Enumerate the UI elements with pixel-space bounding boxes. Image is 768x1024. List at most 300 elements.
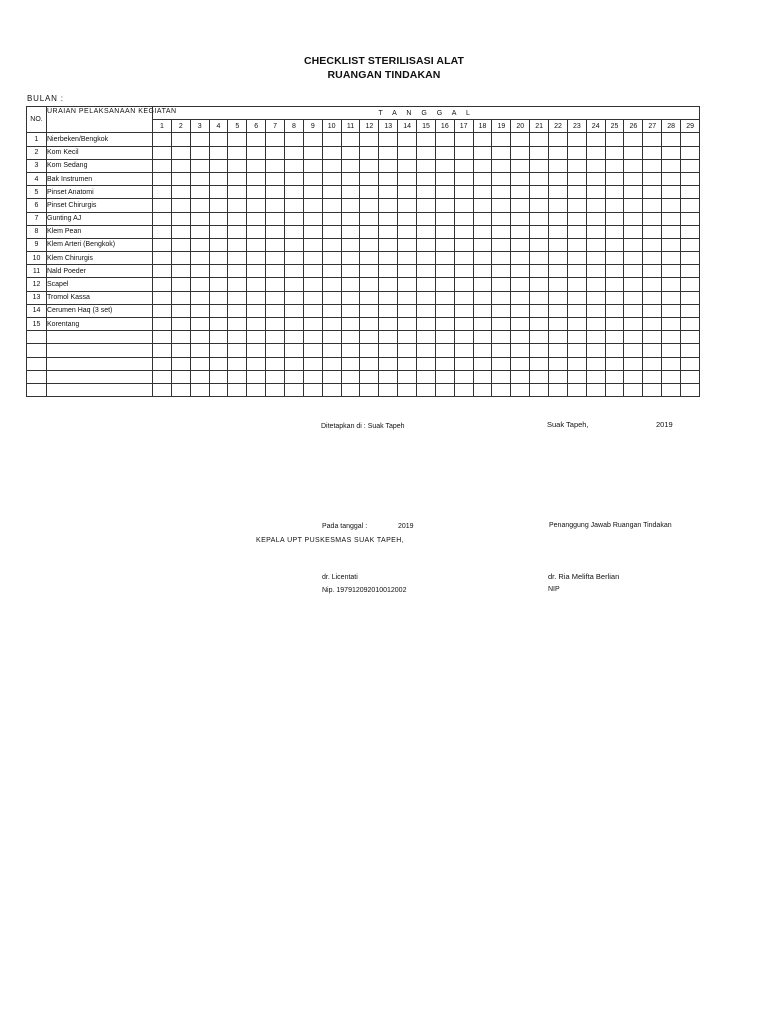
checkbox-cell[interactable] <box>360 225 379 238</box>
checkbox-cell[interactable] <box>586 225 605 238</box>
checkbox-cell[interactable] <box>454 383 473 396</box>
checkbox-cell[interactable] <box>190 225 209 238</box>
checkbox-cell[interactable] <box>247 252 266 265</box>
checkbox-cell[interactable] <box>341 172 360 185</box>
checkbox-cell[interactable] <box>492 331 511 344</box>
checkbox-cell[interactable] <box>511 357 530 370</box>
checkbox-cell[interactable] <box>247 172 266 185</box>
checkbox-cell[interactable] <box>681 357 700 370</box>
checkbox-cell[interactable] <box>549 265 568 278</box>
checkbox-cell[interactable] <box>567 146 586 159</box>
checkbox-cell[interactable] <box>624 278 643 291</box>
checkbox-cell[interactable] <box>473 291 492 304</box>
checkbox-cell[interactable] <box>662 172 681 185</box>
checkbox-cell[interactable] <box>586 344 605 357</box>
checkbox-cell[interactable] <box>435 318 454 331</box>
checkbox-cell[interactable] <box>190 291 209 304</box>
checkbox-cell[interactable] <box>511 291 530 304</box>
checkbox-cell[interactable] <box>511 212 530 225</box>
checkbox-cell[interactable] <box>153 291 172 304</box>
checkbox-cell[interactable] <box>435 159 454 172</box>
checkbox-cell[interactable] <box>492 199 511 212</box>
checkbox-cell[interactable] <box>454 252 473 265</box>
checkbox-cell[interactable] <box>171 265 190 278</box>
checkbox-cell[interactable] <box>643 238 662 251</box>
checkbox-cell[interactable] <box>247 304 266 317</box>
checkbox-cell[interactable] <box>530 318 549 331</box>
checkbox-cell[interactable] <box>586 252 605 265</box>
checkbox-cell[interactable] <box>341 370 360 383</box>
checkbox-cell[interactable] <box>171 357 190 370</box>
checkbox-cell[interactable] <box>247 225 266 238</box>
checkbox-cell[interactable] <box>247 159 266 172</box>
checkbox-cell[interactable] <box>209 291 228 304</box>
checkbox-cell[interactable] <box>209 265 228 278</box>
checkbox-cell[interactable] <box>492 186 511 199</box>
checkbox-cell[interactable] <box>190 357 209 370</box>
checkbox-cell[interactable] <box>171 318 190 331</box>
checkbox-cell[interactable] <box>454 278 473 291</box>
checkbox-cell[interactable] <box>605 291 624 304</box>
checkbox-cell[interactable] <box>398 199 417 212</box>
checkbox-cell[interactable] <box>266 331 285 344</box>
checkbox-cell[interactable] <box>398 318 417 331</box>
checkbox-cell[interactable] <box>643 304 662 317</box>
checkbox-cell[interactable] <box>435 291 454 304</box>
checkbox-cell[interactable] <box>586 304 605 317</box>
checkbox-cell[interactable] <box>567 172 586 185</box>
checkbox-cell[interactable] <box>266 383 285 396</box>
checkbox-cell[interactable] <box>473 159 492 172</box>
checkbox-cell[interactable] <box>190 199 209 212</box>
checkbox-cell[interactable] <box>303 344 322 357</box>
checkbox-cell[interactable] <box>398 357 417 370</box>
checkbox-cell[interactable] <box>285 172 304 185</box>
checkbox-cell[interactable] <box>530 252 549 265</box>
checkbox-cell[interactable] <box>153 225 172 238</box>
checkbox-cell[interactable] <box>643 212 662 225</box>
checkbox-cell[interactable] <box>190 133 209 146</box>
checkbox-cell[interactable] <box>153 331 172 344</box>
checkbox-cell[interactable] <box>681 159 700 172</box>
checkbox-cell[interactable] <box>398 291 417 304</box>
checkbox-cell[interactable] <box>417 318 436 331</box>
checkbox-cell[interactable] <box>285 265 304 278</box>
checkbox-cell[interactable] <box>530 199 549 212</box>
checkbox-cell[interactable] <box>379 318 398 331</box>
checkbox-cell[interactable] <box>681 199 700 212</box>
checkbox-cell[interactable] <box>417 291 436 304</box>
checkbox-cell[interactable] <box>435 331 454 344</box>
checkbox-cell[interactable] <box>454 331 473 344</box>
checkbox-cell[interactable] <box>285 331 304 344</box>
checkbox-cell[interactable] <box>511 318 530 331</box>
checkbox-cell[interactable] <box>473 344 492 357</box>
checkbox-cell[interactable] <box>511 344 530 357</box>
checkbox-cell[interactable] <box>435 357 454 370</box>
checkbox-cell[interactable] <box>605 357 624 370</box>
checkbox-cell[interactable] <box>379 225 398 238</box>
checkbox-cell[interactable] <box>662 186 681 199</box>
checkbox-cell[interactable] <box>586 278 605 291</box>
checkbox-cell[interactable] <box>153 159 172 172</box>
checkbox-cell[interactable] <box>530 304 549 317</box>
checkbox-cell[interactable] <box>681 383 700 396</box>
checkbox-cell[interactable] <box>228 357 247 370</box>
checkbox-cell[interactable] <box>567 370 586 383</box>
checkbox-cell[interactable] <box>681 304 700 317</box>
checkbox-cell[interactable] <box>398 159 417 172</box>
checkbox-cell[interactable] <box>643 370 662 383</box>
checkbox-cell[interactable] <box>228 278 247 291</box>
checkbox-cell[interactable] <box>285 186 304 199</box>
checkbox-cell[interactable] <box>454 304 473 317</box>
checkbox-cell[interactable] <box>303 199 322 212</box>
checkbox-cell[interactable] <box>549 318 568 331</box>
checkbox-cell[interactable] <box>285 199 304 212</box>
checkbox-cell[interactable] <box>511 278 530 291</box>
checkbox-cell[interactable] <box>266 278 285 291</box>
checkbox-cell[interactable] <box>360 331 379 344</box>
checkbox-cell[interactable] <box>228 199 247 212</box>
checkbox-cell[interactable] <box>285 383 304 396</box>
checkbox-cell[interactable] <box>398 278 417 291</box>
checkbox-cell[interactable] <box>454 238 473 251</box>
checkbox-cell[interactable] <box>228 212 247 225</box>
checkbox-cell[interactable] <box>492 225 511 238</box>
checkbox-cell[interactable] <box>586 265 605 278</box>
checkbox-cell[interactable] <box>322 225 341 238</box>
checkbox-cell[interactable] <box>209 186 228 199</box>
checkbox-cell[interactable] <box>209 146 228 159</box>
checkbox-cell[interactable] <box>492 318 511 331</box>
checkbox-cell[interactable] <box>247 383 266 396</box>
checkbox-cell[interactable] <box>228 133 247 146</box>
checkbox-cell[interactable] <box>549 291 568 304</box>
checkbox-cell[interactable] <box>605 146 624 159</box>
checkbox-cell[interactable] <box>341 133 360 146</box>
checkbox-cell[interactable] <box>398 331 417 344</box>
checkbox-cell[interactable] <box>624 370 643 383</box>
checkbox-cell[interactable] <box>473 331 492 344</box>
checkbox-cell[interactable] <box>435 238 454 251</box>
checkbox-cell[interactable] <box>209 370 228 383</box>
checkbox-cell[interactable] <box>171 186 190 199</box>
checkbox-cell[interactable] <box>322 252 341 265</box>
checkbox-cell[interactable] <box>549 383 568 396</box>
checkbox-cell[interactable] <box>360 172 379 185</box>
checkbox-cell[interactable] <box>530 225 549 238</box>
checkbox-cell[interactable] <box>681 331 700 344</box>
checkbox-cell[interactable] <box>681 278 700 291</box>
checkbox-cell[interactable] <box>247 331 266 344</box>
checkbox-cell[interactable] <box>454 318 473 331</box>
checkbox-cell[interactable] <box>549 186 568 199</box>
checkbox-cell[interactable] <box>492 238 511 251</box>
checkbox-cell[interactable] <box>473 133 492 146</box>
checkbox-cell[interactable] <box>171 172 190 185</box>
checkbox-cell[interactable] <box>285 146 304 159</box>
checkbox-cell[interactable] <box>662 278 681 291</box>
checkbox-cell[interactable] <box>360 304 379 317</box>
checkbox-cell[interactable] <box>398 146 417 159</box>
checkbox-cell[interactable] <box>586 291 605 304</box>
checkbox-cell[interactable] <box>285 238 304 251</box>
checkbox-cell[interactable] <box>567 225 586 238</box>
checkbox-cell[interactable] <box>435 133 454 146</box>
checkbox-cell[interactable] <box>662 265 681 278</box>
checkbox-cell[interactable] <box>379 370 398 383</box>
checkbox-cell[interactable] <box>341 344 360 357</box>
checkbox-cell[interactable] <box>209 344 228 357</box>
checkbox-cell[interactable] <box>530 212 549 225</box>
checkbox-cell[interactable] <box>511 383 530 396</box>
checkbox-cell[interactable] <box>662 291 681 304</box>
checkbox-cell[interactable] <box>473 199 492 212</box>
checkbox-cell[interactable] <box>473 212 492 225</box>
checkbox-cell[interactable] <box>473 278 492 291</box>
checkbox-cell[interactable] <box>435 265 454 278</box>
checkbox-cell[interactable] <box>586 186 605 199</box>
checkbox-cell[interactable] <box>266 159 285 172</box>
checkbox-cell[interactable] <box>549 172 568 185</box>
checkbox-cell[interactable] <box>303 172 322 185</box>
checkbox-cell[interactable] <box>567 133 586 146</box>
checkbox-cell[interactable] <box>360 252 379 265</box>
checkbox-cell[interactable] <box>417 357 436 370</box>
checkbox-cell[interactable] <box>360 238 379 251</box>
checkbox-cell[interactable] <box>322 146 341 159</box>
checkbox-cell[interactable] <box>454 225 473 238</box>
checkbox-cell[interactable] <box>266 318 285 331</box>
checkbox-cell[interactable] <box>605 212 624 225</box>
checkbox-cell[interactable] <box>454 172 473 185</box>
checkbox-cell[interactable] <box>153 252 172 265</box>
checkbox-cell[interactable] <box>285 344 304 357</box>
checkbox-cell[interactable] <box>341 212 360 225</box>
checkbox-cell[interactable] <box>190 186 209 199</box>
checkbox-cell[interactable] <box>379 357 398 370</box>
checkbox-cell[interactable] <box>171 225 190 238</box>
checkbox-cell[interactable] <box>379 278 398 291</box>
checkbox-cell[interactable] <box>417 186 436 199</box>
checkbox-cell[interactable] <box>322 133 341 146</box>
checkbox-cell[interactable] <box>322 291 341 304</box>
checkbox-cell[interactable] <box>153 133 172 146</box>
checkbox-cell[interactable] <box>247 278 266 291</box>
checkbox-cell[interactable] <box>398 238 417 251</box>
checkbox-cell[interactable] <box>266 304 285 317</box>
checkbox-cell[interactable] <box>303 159 322 172</box>
checkbox-cell[interactable] <box>662 344 681 357</box>
checkbox-cell[interactable] <box>341 159 360 172</box>
checkbox-cell[interactable] <box>266 199 285 212</box>
checkbox-cell[interactable] <box>322 331 341 344</box>
checkbox-cell[interactable] <box>662 318 681 331</box>
checkbox-cell[interactable] <box>303 146 322 159</box>
checkbox-cell[interactable] <box>492 133 511 146</box>
checkbox-cell[interactable] <box>247 212 266 225</box>
checkbox-cell[interactable] <box>341 331 360 344</box>
checkbox-cell[interactable] <box>473 172 492 185</box>
checkbox-cell[interactable] <box>530 238 549 251</box>
checkbox-cell[interactable] <box>473 318 492 331</box>
checkbox-cell[interactable] <box>530 133 549 146</box>
checkbox-cell[interactable] <box>511 172 530 185</box>
checkbox-cell[interactable] <box>586 133 605 146</box>
checkbox-cell[interactable] <box>153 265 172 278</box>
checkbox-cell[interactable] <box>303 278 322 291</box>
checkbox-cell[interactable] <box>266 225 285 238</box>
checkbox-cell[interactable] <box>530 265 549 278</box>
checkbox-cell[interactable] <box>171 291 190 304</box>
checkbox-cell[interactable] <box>605 278 624 291</box>
checkbox-cell[interactable] <box>228 304 247 317</box>
checkbox-cell[interactable] <box>303 265 322 278</box>
checkbox-cell[interactable] <box>586 318 605 331</box>
checkbox-cell[interactable] <box>549 252 568 265</box>
checkbox-cell[interactable] <box>228 331 247 344</box>
checkbox-cell[interactable] <box>605 370 624 383</box>
checkbox-cell[interactable] <box>643 331 662 344</box>
checkbox-cell[interactable] <box>511 265 530 278</box>
checkbox-cell[interactable] <box>567 278 586 291</box>
checkbox-cell[interactable] <box>209 252 228 265</box>
checkbox-cell[interactable] <box>492 172 511 185</box>
checkbox-cell[interactable] <box>681 133 700 146</box>
checkbox-cell[interactable] <box>624 146 643 159</box>
checkbox-cell[interactable] <box>681 344 700 357</box>
checkbox-cell[interactable] <box>567 265 586 278</box>
checkbox-cell[interactable] <box>643 199 662 212</box>
checkbox-cell[interactable] <box>417 331 436 344</box>
checkbox-cell[interactable] <box>473 304 492 317</box>
checkbox-cell[interactable] <box>171 199 190 212</box>
checkbox-cell[interactable] <box>492 357 511 370</box>
checkbox-cell[interactable] <box>266 172 285 185</box>
checkbox-cell[interactable] <box>398 383 417 396</box>
checkbox-cell[interactable] <box>549 212 568 225</box>
checkbox-cell[interactable] <box>643 159 662 172</box>
checkbox-cell[interactable] <box>605 186 624 199</box>
checkbox-cell[interactable] <box>266 370 285 383</box>
checkbox-cell[interactable] <box>303 186 322 199</box>
checkbox-cell[interactable] <box>454 212 473 225</box>
checkbox-cell[interactable] <box>153 370 172 383</box>
checkbox-cell[interactable] <box>153 344 172 357</box>
checkbox-cell[interactable] <box>398 186 417 199</box>
checkbox-cell[interactable] <box>285 225 304 238</box>
checkbox-cell[interactable] <box>549 238 568 251</box>
checkbox-cell[interactable] <box>209 172 228 185</box>
checkbox-cell[interactable] <box>492 291 511 304</box>
checkbox-cell[interactable] <box>285 291 304 304</box>
checkbox-cell[interactable] <box>549 357 568 370</box>
checkbox-cell[interactable] <box>228 186 247 199</box>
checkbox-cell[interactable] <box>586 238 605 251</box>
checkbox-cell[interactable] <box>492 370 511 383</box>
checkbox-cell[interactable] <box>492 159 511 172</box>
checkbox-cell[interactable] <box>511 225 530 238</box>
checkbox-cell[interactable] <box>549 304 568 317</box>
checkbox-cell[interactable] <box>190 318 209 331</box>
checkbox-cell[interactable] <box>285 133 304 146</box>
checkbox-cell[interactable] <box>454 159 473 172</box>
checkbox-cell[interactable] <box>605 331 624 344</box>
checkbox-cell[interactable] <box>360 265 379 278</box>
checkbox-cell[interactable] <box>473 370 492 383</box>
checkbox-cell[interactable] <box>209 331 228 344</box>
checkbox-cell[interactable] <box>379 344 398 357</box>
checkbox-cell[interactable] <box>624 238 643 251</box>
checkbox-cell[interactable] <box>624 199 643 212</box>
checkbox-cell[interactable] <box>341 357 360 370</box>
checkbox-cell[interactable] <box>228 383 247 396</box>
checkbox-cell[interactable] <box>511 331 530 344</box>
checkbox-cell[interactable] <box>190 344 209 357</box>
checkbox-cell[interactable] <box>662 133 681 146</box>
checkbox-cell[interactable] <box>417 199 436 212</box>
checkbox-cell[interactable] <box>228 172 247 185</box>
checkbox-cell[interactable] <box>586 383 605 396</box>
checkbox-cell[interactable] <box>153 172 172 185</box>
checkbox-cell[interactable] <box>153 304 172 317</box>
checkbox-cell[interactable] <box>322 344 341 357</box>
checkbox-cell[interactable] <box>511 133 530 146</box>
checkbox-cell[interactable] <box>567 186 586 199</box>
checkbox-cell[interactable] <box>266 344 285 357</box>
checkbox-cell[interactable] <box>247 199 266 212</box>
checkbox-cell[interactable] <box>190 265 209 278</box>
checkbox-cell[interactable] <box>171 344 190 357</box>
checkbox-cell[interactable] <box>360 212 379 225</box>
checkbox-cell[interactable] <box>417 344 436 357</box>
checkbox-cell[interactable] <box>341 186 360 199</box>
checkbox-cell[interactable] <box>549 199 568 212</box>
checkbox-cell[interactable] <box>662 252 681 265</box>
checkbox-cell[interactable] <box>435 383 454 396</box>
checkbox-cell[interactable] <box>379 186 398 199</box>
checkbox-cell[interactable] <box>586 370 605 383</box>
checkbox-cell[interactable] <box>285 212 304 225</box>
checkbox-cell[interactable] <box>492 344 511 357</box>
checkbox-cell[interactable] <box>567 212 586 225</box>
checkbox-cell[interactable] <box>605 199 624 212</box>
checkbox-cell[interactable] <box>473 265 492 278</box>
checkbox-cell[interactable] <box>153 278 172 291</box>
checkbox-cell[interactable] <box>511 252 530 265</box>
checkbox-cell[interactable] <box>681 265 700 278</box>
checkbox-cell[interactable] <box>662 225 681 238</box>
checkbox-cell[interactable] <box>379 146 398 159</box>
checkbox-cell[interactable] <box>247 318 266 331</box>
checkbox-cell[interactable] <box>681 146 700 159</box>
checkbox-cell[interactable] <box>398 304 417 317</box>
checkbox-cell[interactable] <box>605 238 624 251</box>
checkbox-cell[interactable] <box>662 159 681 172</box>
checkbox-cell[interactable] <box>209 357 228 370</box>
checkbox-cell[interactable] <box>492 212 511 225</box>
checkbox-cell[interactable] <box>511 199 530 212</box>
checkbox-cell[interactable] <box>303 133 322 146</box>
checkbox-cell[interactable] <box>417 252 436 265</box>
checkbox-cell[interactable] <box>586 199 605 212</box>
checkbox-cell[interactable] <box>341 199 360 212</box>
checkbox-cell[interactable] <box>322 383 341 396</box>
checkbox-cell[interactable] <box>266 252 285 265</box>
checkbox-cell[interactable] <box>322 304 341 317</box>
checkbox-cell[interactable] <box>662 383 681 396</box>
